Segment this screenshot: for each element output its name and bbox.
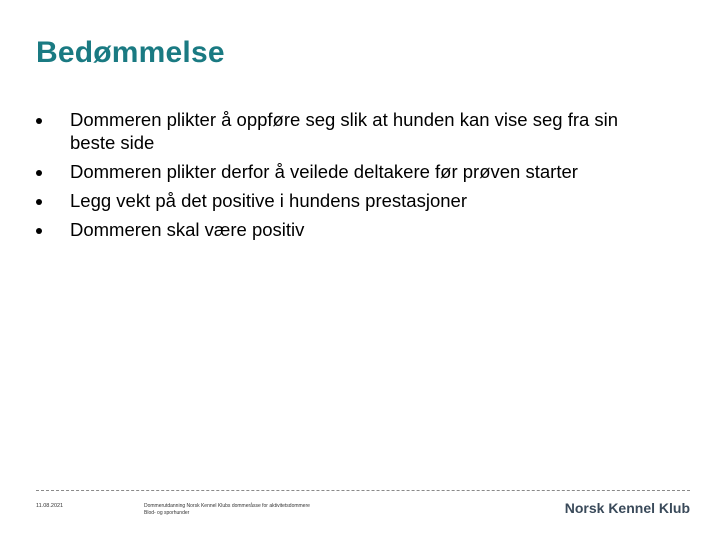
footer-date: 11.08.2021	[36, 503, 64, 509]
bullet-text: Dommeren skal være positiv	[70, 219, 305, 240]
bullet-item	[36, 160, 656, 183]
footer-divider	[36, 490, 690, 491]
bullet-item	[36, 218, 656, 241]
footer-note	[144, 503, 374, 517]
footer-note-line: Dommerutdanning Norsk Kennel Klubs dommeråsse for aktivitetsdommere	[144, 503, 310, 509]
bullet-dot-icon	[36, 199, 42, 205]
footer-note-line: Blod- og sporhunder	[144, 510, 190, 516]
bullet-dot-icon	[36, 170, 42, 176]
bullet-item	[36, 108, 656, 154]
bullet-text: Legg vekt på det positive i hundens prestasjoner	[70, 190, 467, 211]
bullet-list	[36, 108, 656, 247]
organization-logo: Norsk Kennel Klub	[564, 500, 690, 516]
bullet-dot-icon	[36, 228, 42, 234]
bullet-text: Dommeren plikter derfor å veilede deltakere før prøven starter	[70, 161, 578, 182]
bullet-text: Dommeren plikter å oppføre seg slik at hunden kan vise seg fra sin beste side	[70, 109, 619, 153]
bullet-dot-icon	[36, 118, 42, 124]
slide-title: Bedømmelse	[36, 36, 225, 69]
bullet-item	[36, 189, 656, 212]
